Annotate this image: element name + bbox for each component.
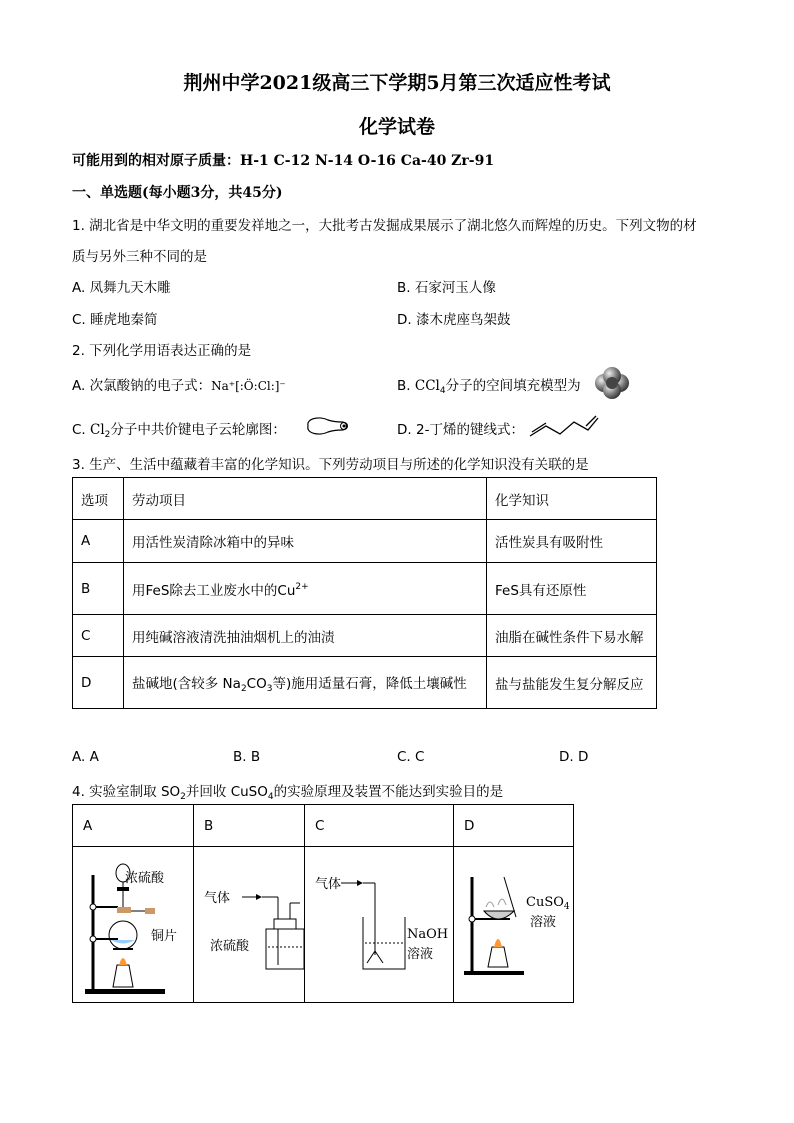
- cell-text: 等)施用适量石膏，降低土壤碱性: [272, 675, 467, 692]
- table-row: [73, 563, 657, 615]
- cell-sup: 2+: [295, 581, 309, 592]
- q2-c-sub: 2: [104, 430, 111, 440]
- table-header-row: [73, 478, 657, 520]
- table-header-row: [73, 805, 574, 847]
- q4-table: [72, 804, 574, 1003]
- cell-sub: 2: [240, 683, 247, 694]
- q4-stem-text: 并回收 CuSO: [185, 784, 268, 800]
- q4-stem-text: 的实验原理及装置不能达到实验目的是: [273, 784, 504, 800]
- table-cell: D: [73, 657, 124, 709]
- table-header: C: [305, 805, 454, 847]
- q2-c-text: 分子中共价键电子云轮廓图：: [110, 422, 286, 438]
- q3-choice-a: A. A: [72, 749, 99, 765]
- table-cell: 油脂在碱性条件下易水解: [487, 615, 657, 657]
- table-cell: 盐与盐能发生复分解反应: [487, 657, 657, 709]
- label-gas: 气体: [204, 891, 231, 906]
- q2-option-c: [72, 418, 286, 440]
- apparatus-d-cell: [454, 847, 574, 1003]
- beaker-icon: [305, 847, 443, 1002]
- q3-choice-d: D. D: [559, 749, 589, 765]
- table-cell: C: [73, 615, 124, 657]
- table-header: 化学知识: [487, 478, 657, 520]
- q4-stem-sub: 4: [267, 792, 274, 802]
- label-gas-c: 气体: [315, 877, 342, 892]
- q2-option-d: D. 2-丁烯的键线式：: [397, 422, 524, 438]
- apparatus-c-cell: [305, 847, 454, 1003]
- q1-option-b: B. 石家河玉人像: [397, 280, 496, 296]
- label-copper: 铜片: [151, 929, 178, 944]
- table-cell: 用活性炭清除冰箱中的异味: [124, 520, 487, 563]
- label-conc-sulfuric: 浓硫酸: [125, 871, 165, 886]
- cell-sub: 3: [266, 683, 273, 694]
- table-header: 选项: [73, 478, 124, 520]
- ccl4-model-icon: [592, 366, 632, 400]
- label-solution: 溶液: [407, 947, 434, 962]
- q4-stem-sub: 2: [180, 792, 186, 802]
- table-row: [73, 615, 657, 657]
- q2-c-formula: Cl: [90, 422, 105, 438]
- apparatus-a-cell: [73, 847, 194, 1003]
- q1-option-a: A. 凤舞九天木雕: [72, 280, 171, 296]
- wash-bottle-icon: [194, 847, 304, 1002]
- q2-stem: 2. 下列化学用语表达正确的是: [72, 343, 252, 359]
- q1-option-d: D. 漆木虎座鸟架鼓: [397, 312, 511, 328]
- q3-table: [72, 477, 657, 709]
- table-header: A: [73, 805, 194, 847]
- table-cell: [124, 657, 487, 709]
- table-header: 劳动项目: [124, 478, 487, 520]
- page-subtitle: 化学试卷: [358, 116, 435, 138]
- q2-b-prefix: B.: [397, 378, 415, 394]
- table-row: [73, 520, 657, 563]
- table-row: [73, 847, 574, 1003]
- table-row: [73, 657, 657, 709]
- table-cell: [124, 563, 487, 615]
- q3-choice-b: B. B: [233, 749, 261, 765]
- q2-a-formula: Na⁺[:Ö:Cl:]⁻: [211, 379, 286, 393]
- cell-text: 盐碱地(含较多 Na: [132, 675, 241, 692]
- label-naoh: NaOH: [407, 927, 449, 942]
- q2-b-sub: 4: [439, 386, 446, 396]
- q3-stem: 3. 生产、生活中蕴藏着丰富的化学知识。下列劳动项目与所述的化学知识没有关联的是: [72, 457, 589, 473]
- section-heading: 一、单选题(每小题3分，共45分): [72, 185, 283, 201]
- cell-text: 用FeS除去工业废水中的Cu: [132, 582, 296, 599]
- q4-stem: [72, 780, 503, 802]
- atomic-masses: 可能用到的相对原子质量：H-1 C-12 N-14 O-16 Ca-40 Zr-91: [72, 153, 495, 169]
- q2-option-b: [397, 374, 581, 396]
- q1-option-c: C. 睡虎地秦简: [72, 312, 158, 328]
- butene-skeletal-icon: [528, 410, 600, 440]
- label-cuso4-sub: 4: [563, 902, 570, 912]
- table-header: B: [194, 805, 305, 847]
- q4-stem-text: 4. 实验室制取 SO: [72, 784, 181, 800]
- q2-c-prefix: C.: [72, 422, 91, 438]
- label-cuso4-text: CuSO: [526, 895, 564, 910]
- table-cell: B: [73, 563, 124, 615]
- table-header: D: [454, 805, 574, 847]
- q1-stem-line1: 1. 湖北省是中华文明的重要发祥地之一，大批考古发掘成果展示了湖北悠久而辉煌的历史。下列文物的材: [72, 218, 697, 234]
- page-title: 荆州中学2021级高三下学期5月第三次适应性考试: [183, 72, 611, 94]
- q3-choice-c: C. C: [397, 749, 425, 765]
- label-solution-d: 溶液: [530, 915, 557, 930]
- q2-a-text: A. 次氯酸钠的电子式：: [72, 378, 212, 394]
- cell-text: CO: [246, 675, 267, 692]
- label-cuso4: [526, 895, 570, 912]
- table-cell: 用纯碱溶液清洗抽油烟机上的油渍: [124, 615, 487, 657]
- table-cell: 活性炭具有吸附性: [487, 520, 657, 563]
- table-cell: A: [73, 520, 124, 563]
- label-conc-sulfuric-b: 浓硫酸: [210, 939, 250, 954]
- apparatus-b-cell: [194, 847, 305, 1003]
- table-cell: FeS具有还原性: [487, 563, 657, 615]
- electron-cloud-icon: [302, 412, 352, 440]
- q2-b-formula: CCl: [414, 378, 440, 394]
- q2-option-a: [72, 374, 286, 394]
- q2-b-text: 分子的空间填充模型为: [445, 378, 581, 394]
- q1-stem-line2: 质与另外三种不同的是: [72, 249, 207, 265]
